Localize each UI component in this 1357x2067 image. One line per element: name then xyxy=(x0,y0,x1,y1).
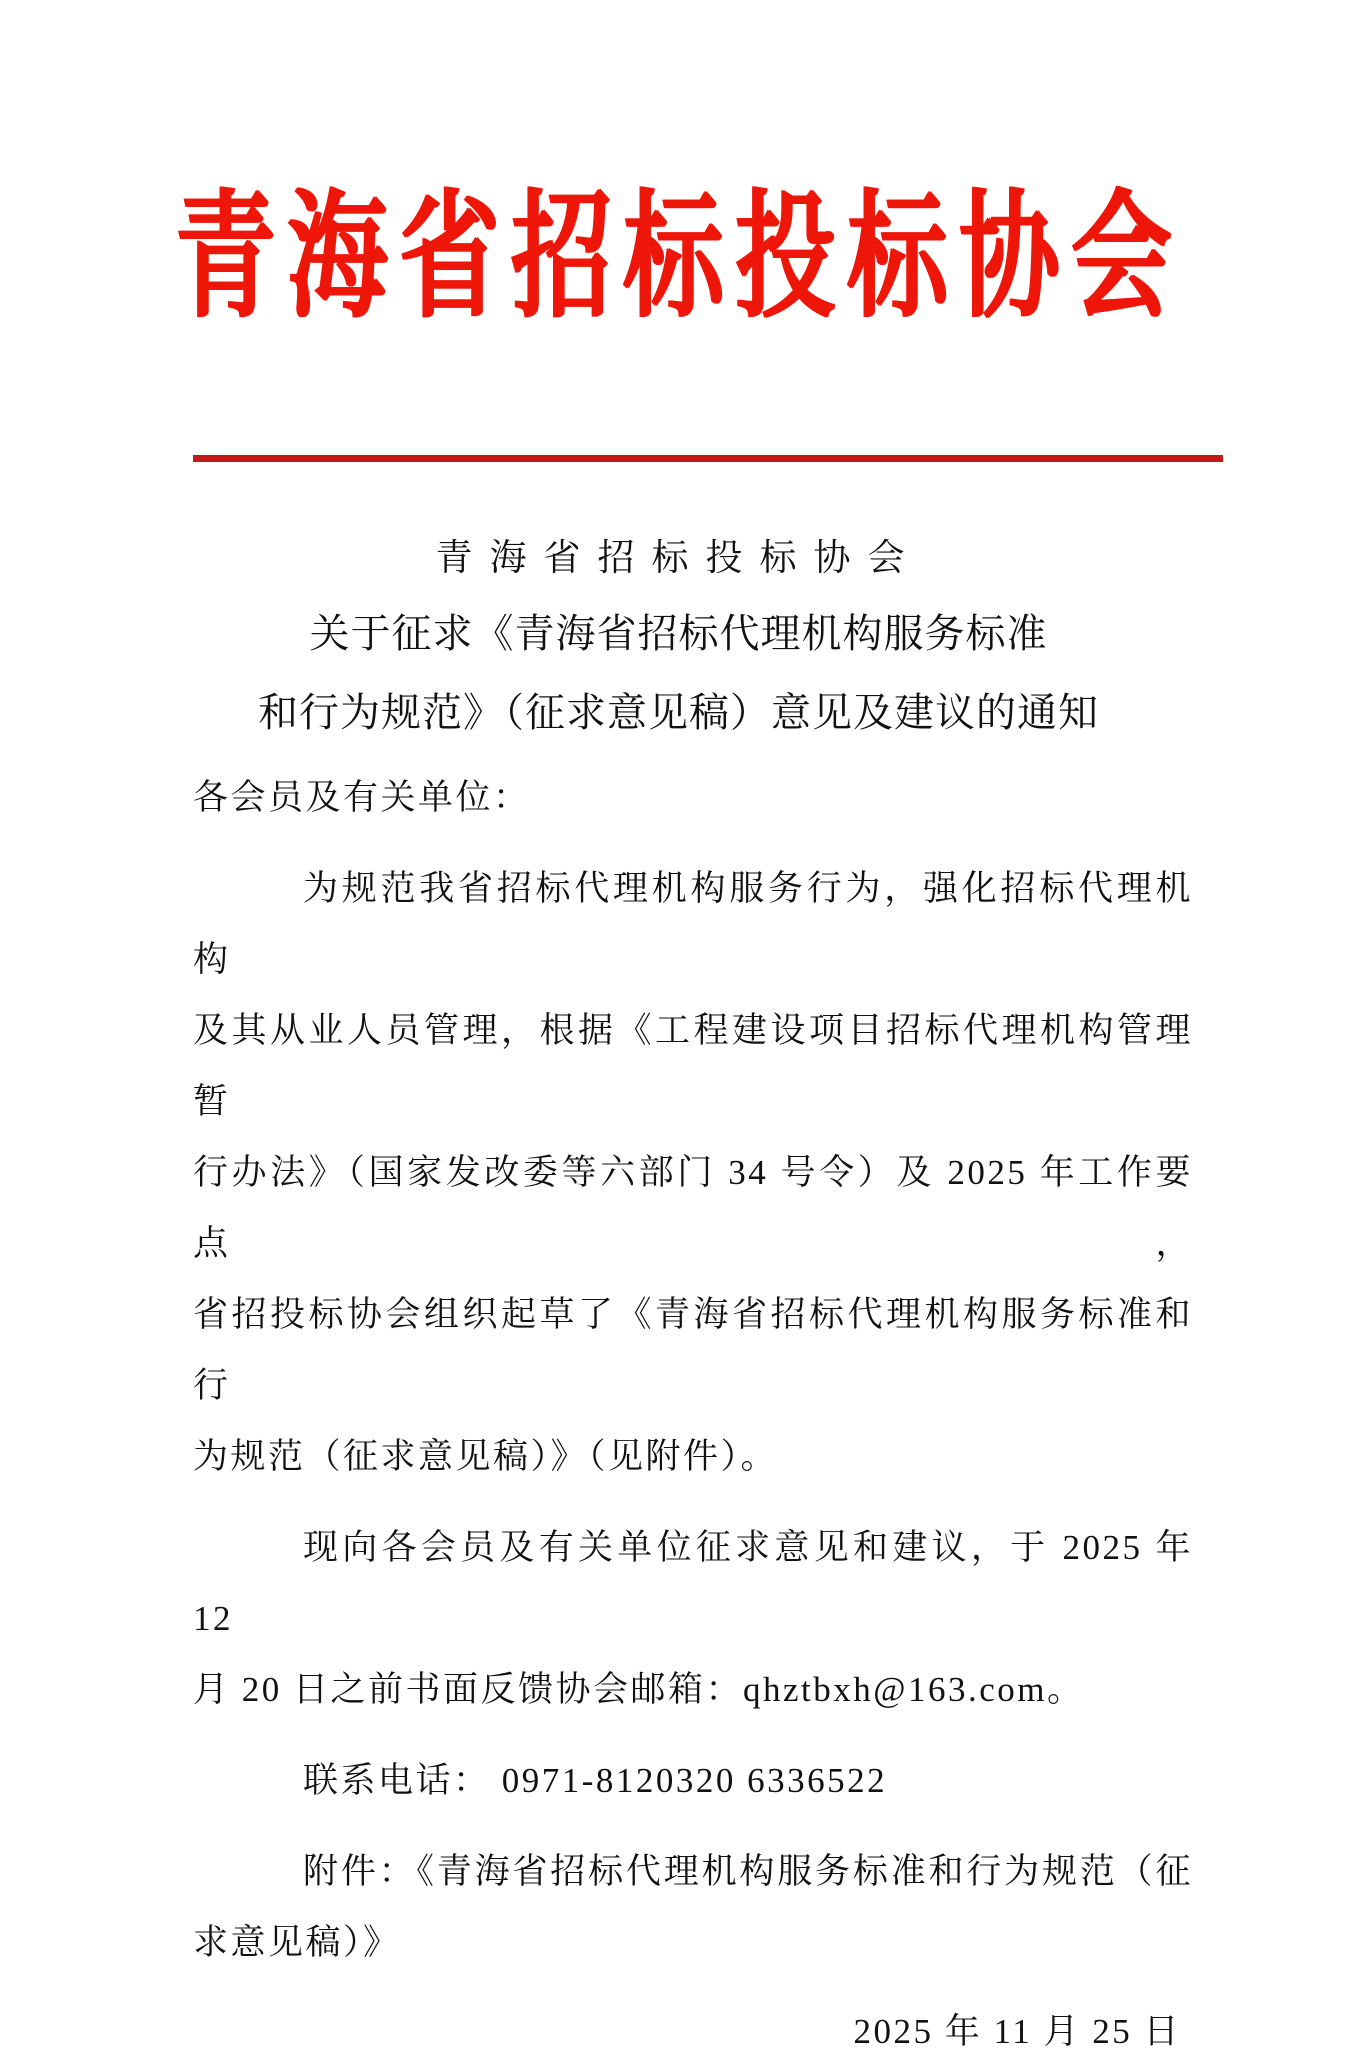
document-date: 2025 年 11 月 25 日 xyxy=(853,2012,1181,2051)
body-line: 及其从业人员管理，根据《工程建设项目招标代理机构管理暂 xyxy=(193,1011,1193,1121)
attachment-line: 求意见稿）》 xyxy=(193,1923,401,1962)
body-line: 行办法》（国家发改委等六部门 34 号令）及 2025 年工作要点， xyxy=(193,1153,1193,1263)
body-line-email: 月 20 日之前书面反馈协会邮箱：qhztbxh@163.com。 xyxy=(193,1670,1085,1709)
letterhead-title: 青海省招标投标协会 xyxy=(174,181,1183,335)
document-page xyxy=(0,145,1357,2065)
notice-title-line1: 关于征求《青海省招标代理机构服务标准 xyxy=(309,611,1048,656)
body-line: 省招投标协会组织起草了《青海省招标代理机构服务标准和行 xyxy=(193,1295,1193,1405)
contact-phone-line: 联系电话： 0971-8120320 6336522 xyxy=(303,1761,888,1800)
notice-title-line2: 和行为规范》（征求意见稿）意见及建议的通知 xyxy=(258,690,1099,735)
document-body xyxy=(193,762,1193,2067)
body-line: 现向各会员及有关单位征求意见和建议，于 2025 年 12 xyxy=(193,1528,1193,1638)
notice-title xyxy=(0,594,1357,752)
org-name-heading: 青海省招标投标协会 xyxy=(435,538,922,579)
body-line: 为规范我省招标代理机构服务行为，强化招标代理机构 xyxy=(193,869,1193,979)
letterhead-divider xyxy=(193,455,1223,462)
salutation-line: 各会员及有关单位： xyxy=(193,778,531,817)
body-line: 为规范（征求意见稿）》（见附件）。 xyxy=(193,1437,779,1476)
attachment-line: 附件：《青海省招标代理机构服务标准和行为规范（征 xyxy=(303,1852,1193,1891)
